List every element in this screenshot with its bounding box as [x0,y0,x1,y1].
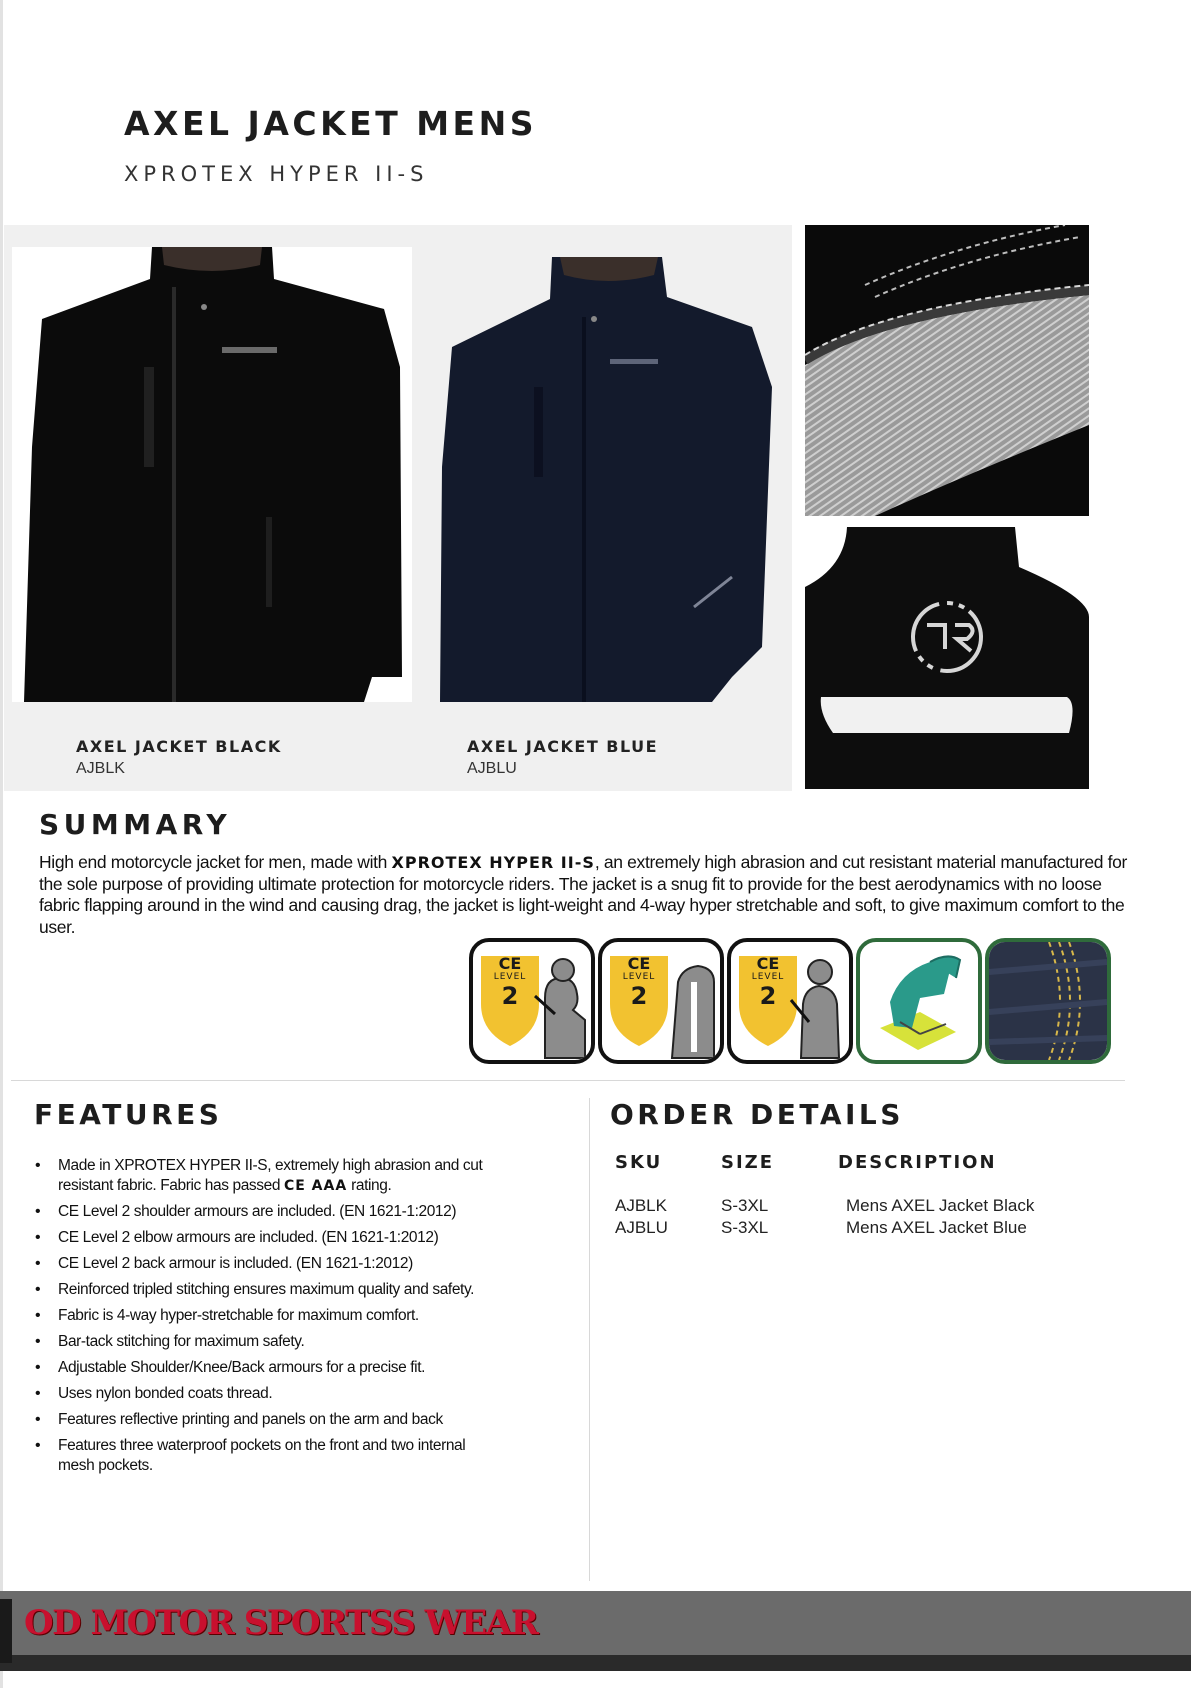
summary-text-start: High end motorcycle jacket for men, made with [39,852,392,872]
sku-cell: AJBLK [615,1196,667,1215]
order-details-heading: ORDER DETAILS [610,1098,904,1131]
ce-level-label: CE LEVEL 2 [622,954,656,1010]
product-code: AJBLU [467,760,517,777]
feature-item: • CE Level 2 shoulder armours are included. (EN 1621-1:2012) [34,1202,504,1222]
section-divider [11,1080,1125,1081]
stretch-fabric-badge [856,938,982,1064]
stretch-fabric-icon [860,942,978,1060]
column-header-sku: SKU [615,1152,663,1173]
fabric-rating: CE AAA [283,1178,348,1194]
sku-cell: AJBLU [615,1218,668,1237]
page-left-edge [0,0,3,1688]
summary-paragraph [39,852,1139,938]
description-cell: Mens AXEL Jacket Black [846,1196,1035,1215]
feature-item: • Features reflective printing and panels on the arm and back [34,1410,504,1430]
summary-text-end: , an extremely high abrasion and cut resistant material manufactured for the sole purpose of providing ultimate protection for motorcycle riders. The jacket is a snug fit to provide for the best aerodynamics with no loose fabric flapping around in the wind and causing drag, the jacket is light-weight and 4-way hyper stretchable and soft, to give maximum comfort to the user. [39,852,1128,937]
jacket-black-caption [76,737,282,778]
size-cell: S-3XL [721,1218,769,1237]
feature-item: • Uses nylon bonded coats thread. [34,1384,504,1404]
feature-item: • Features three waterproof pockets on the front and two internal mesh pockets. [34,1436,504,1476]
order-row [615,1195,1115,1217]
feature-item: • Bar-tack stitching for maximum safety. [34,1332,504,1352]
feature-badges [469,938,1111,1064]
shoulder-armour-badge [469,938,595,1064]
page-title: AXEL JACKET MENS [124,104,537,143]
fabric-stitching-closeup [805,225,1089,516]
jacket-black-photo [12,247,412,702]
size-cell: S-3XL [721,1196,769,1215]
order-table-header-row [615,1152,1115,1195]
column-header-description: DESCRIPTION [838,1152,997,1173]
back-armour-badge [598,938,724,1064]
feature-item: • CE Level 2 elbow armours are included. (EN 1621-1:2012) [34,1228,504,1248]
product-photo-panel [4,225,792,791]
column-header-size: SIZE [721,1152,775,1173]
order-row [615,1217,1115,1239]
footer-accent [0,1599,12,1663]
tripled-stitching-icon [989,942,1107,1060]
feature-item: • Made in XPROTEX HYPER II-S, extremely high abrasion and cut resistant fabric. Fabric has passed CE AAA rating. [34,1156,504,1196]
footer-brand-text: OD MOTOR SPORTSS WEAR [24,1603,538,1643]
column-divider [589,1098,590,1581]
jacket-blue-photo [432,247,792,702]
features-heading: FEATURES [34,1098,223,1131]
features-list [34,1156,504,1482]
feature-item: • Adjustable Shoulder/Knee/Back armours for a precise fit. [34,1358,504,1378]
description-cell: Mens AXEL Jacket Blue [846,1218,1027,1237]
elbow-armour-badge [727,938,853,1064]
ce-level-label: CE LEVEL 2 [493,954,527,1010]
summary-brand-name: XPROTEX HYPER II-S [391,853,595,872]
ce-level-label: CE LEVEL 2 [751,954,785,1010]
collar-logo-closeup [805,527,1089,789]
page-subtitle: XPROTEX HYPER II-S [124,162,429,186]
tripled-stitching-badge [985,938,1111,1064]
summary-heading: SUMMARY [39,808,232,841]
feature-item: • Fabric is 4-way hyper-stretchable for maximum comfort. [34,1306,504,1326]
footer-shadow [0,1655,1191,1671]
order-details-table [615,1152,1115,1239]
product-name: AXEL JACKET BLUE [467,737,659,756]
jacket-blue-caption [467,737,658,778]
feature-item: • CE Level 2 back armour is included. (EN 1621-1:2012) [34,1254,504,1274]
product-code: AJBLK [76,760,125,777]
product-name: AXEL JACKET BLACK [76,737,282,756]
feature-item: • Reinforced tripled stitching ensures maximum quality and safety. [34,1280,504,1300]
